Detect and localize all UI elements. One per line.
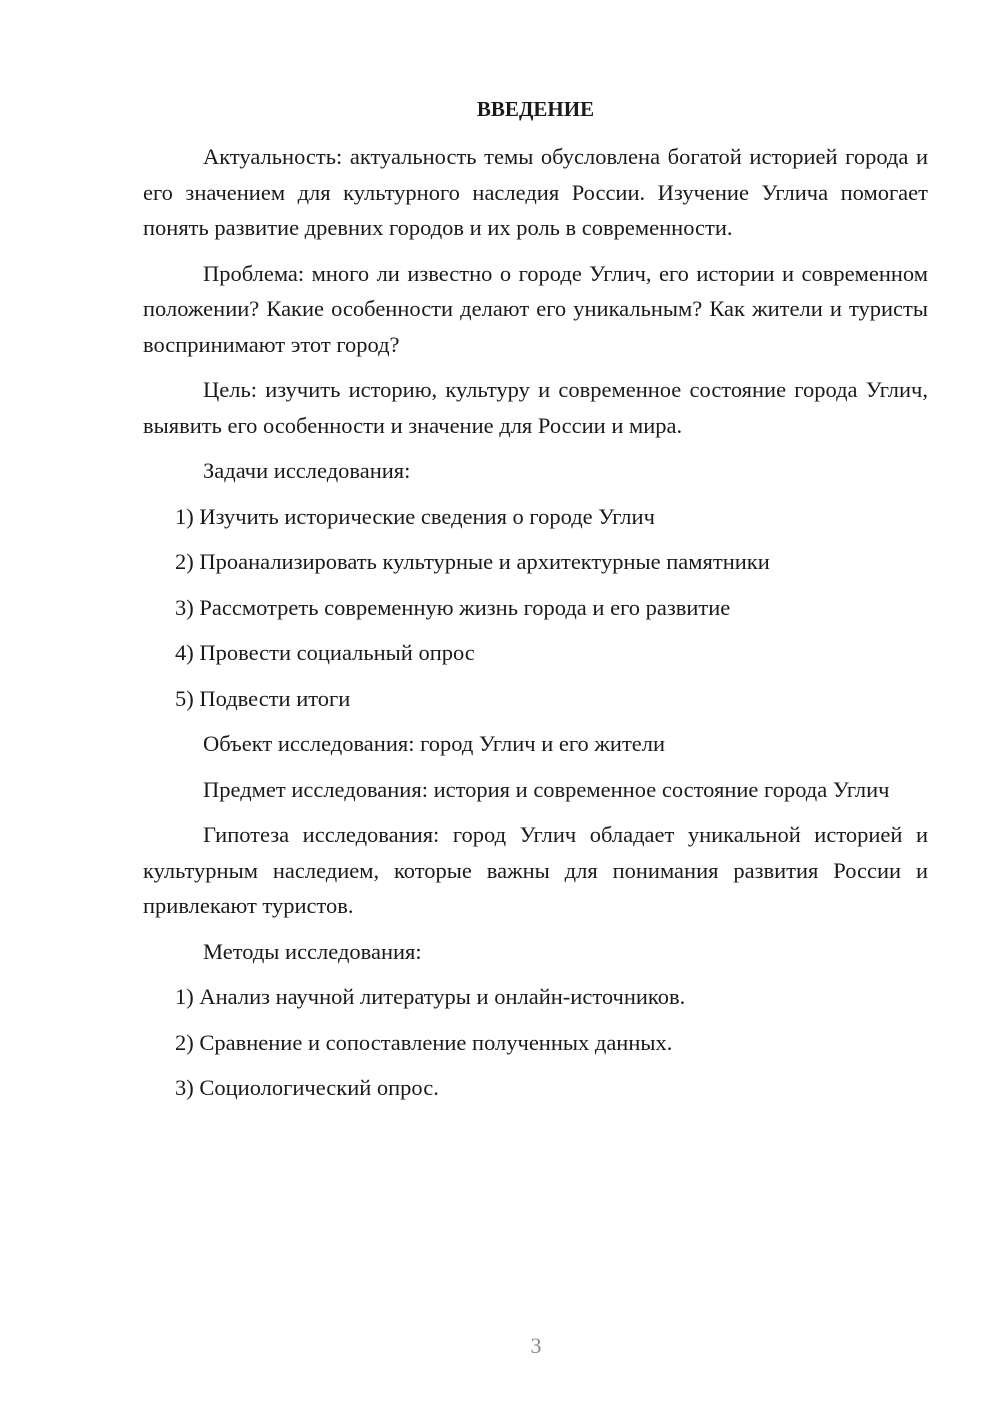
page-title: ВВЕДЕНИЕ: [476, 97, 595, 121]
document-page: [143, 92, 928, 1116]
page-number: 3: [530, 1333, 542, 1358]
methods-heading: Методы исследования:: [203, 938, 422, 964]
problem-paragraph: Проблема: много ли известно о городе Углич, его истории и современном положении? Какие особенности делают его уникальным? Как жители и туристы воспринимают этот город?: [143, 260, 928, 357]
object-paragraph: Объект исследования: город Углич и его жители: [203, 731, 666, 756]
subject-paragraph: Предмет исследования: история и современное состояние города Углич: [203, 776, 890, 802]
relevance-paragraph: Актуальность: актуальность темы обусловлена богатой историей города и его значением для культурного наследия России. Изучение Углича помогает понять развитие древних городов и их роль в современности.: [143, 144, 928, 240]
list-item: 1) Изучить исторические сведения о городе Углич: [175, 503, 655, 529]
methods-list: [143, 979, 928, 1106]
list-item: 3) Рассмотреть современную жизнь города и его развитие: [175, 594, 731, 620]
list-item: 3) Социологический опрос.: [175, 1075, 439, 1100]
goal-paragraph: Цель: изучить историю, культуру и современное состояние города Углич, выявить его особенности и значение для России и мира.: [143, 377, 928, 438]
tasks-heading: Задачи исследования:: [203, 458, 411, 483]
list-item: 1) Анализ научной литературы и онлайн-источников.: [175, 984, 686, 1009]
list-item: 2) Сравнение и сопоставление полученных данных.: [175, 1029, 673, 1055]
list-item: 4) Провести социальный опрос: [175, 640, 475, 665]
list-item: 5) Подвести итоги: [175, 685, 351, 711]
list-item: 2) Проанализировать культурные и архитектурные памятники: [175, 549, 770, 574]
tasks-list: [143, 499, 928, 717]
hypothesis-paragraph: Гипотеза исследования: город Углич обладает уникальной историей и культурным наследием, которые важны для понимания развития России и привлекают туристов.: [143, 822, 928, 918]
